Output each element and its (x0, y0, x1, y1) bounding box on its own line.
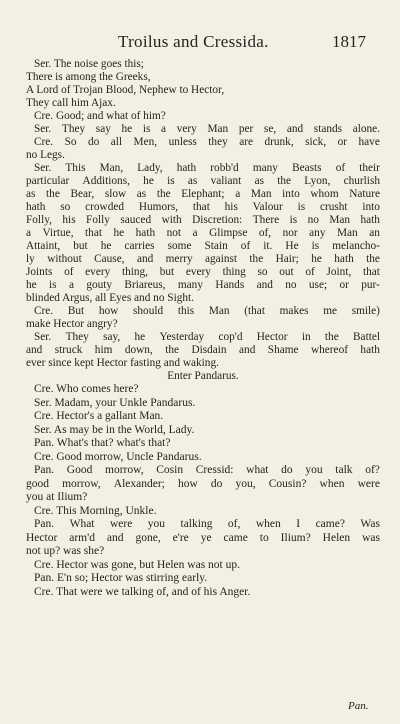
text-line: Enter Pandarus. (167, 370, 239, 382)
text-line: Cre. So do all Men, unless they are drunk, sick, or have (34, 136, 380, 148)
text-line: Pan. Good morrow, Cosin Cressid: what do you talk of? (34, 464, 380, 476)
text-line: a Virtue, that he hath not a Glimpse of, nor any Man an (26, 227, 380, 239)
text-line: Cre. Who comes here? (34, 383, 139, 395)
running-title: Troilus and Cressida. (118, 32, 269, 51)
text-line: no Legs. (26, 149, 65, 161)
text-line: Cre. Good; and what of him? (34, 110, 166, 122)
text-line: There is among the Greeks, (26, 71, 151, 83)
text-line: Ser. As may be in the World, Lady. (34, 423, 195, 436)
text-line: particular Additions, he is as valiant as the Lyon, churlish (26, 175, 380, 187)
text-line: he is a gouty Briareus, many Hands and no use; or pur- (26, 279, 380, 291)
text-line: ly without Cause, and merry against the Hair; he hath the (26, 253, 380, 265)
text-line: Ser. This Man, Lady, hath robb'd many Beasts of their (34, 162, 380, 174)
text-line: Ser. They say, he Yesterday cop'd Hector in the Battel (34, 331, 380, 343)
text-line: good morrow, Alexander; how do you, Cousin? when were (26, 477, 380, 490)
text-line: Pan. What were you talking of, when I came? Was (34, 518, 380, 530)
text-line: Cre. But how should this Man (that makes me smile) (34, 305, 380, 317)
play-text (26, 58, 380, 599)
text-line: Cre. That were we talking of, and of his Anger. (34, 585, 251, 598)
text-line: Cre. Hector's a gallant Man. (34, 410, 164, 422)
text-line: Pan. E'n so; Hector was stirring early. (34, 572, 208, 584)
text-line: Folly, his Folly sauced with Discretion: There is no Man hath (26, 214, 380, 226)
text-line: Cre. Good morrow, Uncle Pandarus. (34, 450, 202, 463)
page-number: 1817 (332, 32, 366, 51)
text-line: not up? was she? (26, 545, 105, 557)
text-line: Ser. Madam, your Unkle Pandarus. (34, 396, 196, 409)
text-line: A Lord of Trojan Blood, Nephew to Hector, (26, 84, 225, 96)
text-line: Ser. The noise goes this; (34, 58, 144, 70)
catchword: Pan. (348, 700, 369, 712)
text-line: make Hector angry? (26, 318, 118, 330)
text-line: They call him Ajax. (26, 97, 116, 109)
text-line: as the Bear, slow as the Elephant; a Man into whom Nature (26, 188, 380, 200)
text-line: Attaint, but he carries some Stain of it. He is melancho- (26, 240, 380, 252)
text-line: blinded Argus, all Eyes and no Sight. (26, 292, 194, 304)
text-line: you at Ilium? (26, 491, 88, 503)
text-line: Hector arm'd and gone, e're ye came to Ilium? Helen was (26, 531, 380, 544)
text-line: Joints of every thing, but every thing so out of Joint, that (26, 266, 380, 278)
text-line: and struck him down, the Disdain and Shame whereof hath (26, 344, 380, 356)
text-line: Ser. They say he is a very Man per se, and stands alone. (34, 123, 380, 135)
running-header (0, 32, 400, 52)
text-line: hath so crowded Humors, that his Valour is crusht into (26, 201, 380, 213)
text-line: Cre. Hector was gone, but Helen was not up. (34, 558, 240, 571)
text-line: Cre. This Morning, Unkle. (34, 504, 157, 517)
text-line: ever since kept Hector fasting and waking. (26, 357, 219, 369)
text-line: Pan. What's that? what's that? (34, 437, 171, 449)
